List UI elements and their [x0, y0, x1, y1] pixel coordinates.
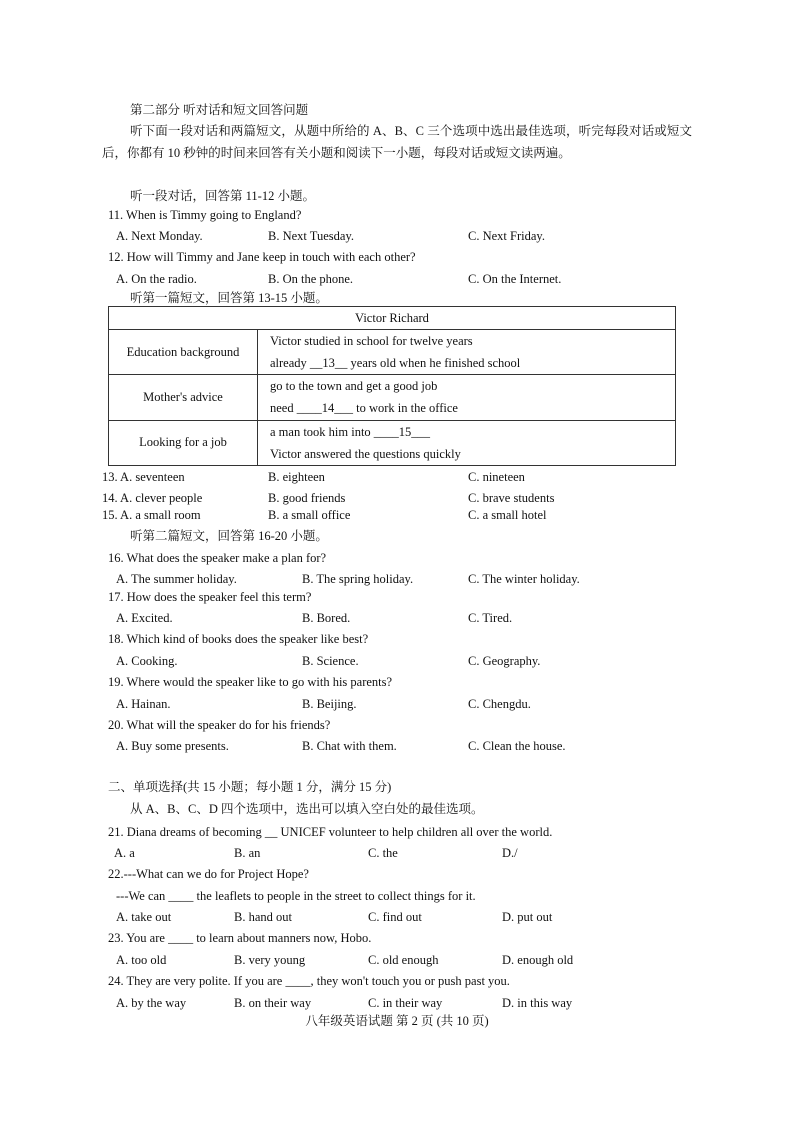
- part2-heading: 第二部分 听对话和短文回答问题: [130, 103, 309, 117]
- table-title: Victor Richard: [109, 307, 676, 330]
- q12-option-b[interactable]: B. On the phone.: [268, 272, 354, 286]
- q20-stem: 20. What will the speaker do for his friends?: [108, 718, 331, 732]
- q15-option-b[interactable]: B. a small office: [268, 508, 351, 522]
- passage1-intro: 听第一篇短文，回答第 13-15 小题。: [130, 291, 328, 305]
- q22-stem: 22.---What can we do for Project Hope?: [108, 867, 309, 881]
- q21-option-b[interactable]: B. an: [234, 846, 261, 860]
- q16-option-c[interactable]: C. The winter holiday.: [468, 572, 580, 586]
- q14-option-a[interactable]: 14. A. clever people: [102, 491, 203, 505]
- q23-option-a[interactable]: A. too old: [116, 953, 167, 967]
- q24-option-c[interactable]: C. in their way: [368, 996, 443, 1010]
- q22-option-c[interactable]: C. find out: [368, 910, 422, 924]
- table-row-label: Looking for a job: [109, 420, 258, 465]
- table-cell-line: Victor studied in school for twelve years: [270, 334, 473, 349]
- q12-stem: 12. How will Timmy and Jane keep in touch with each other?: [108, 250, 416, 264]
- table-cell-line: need ____14___ to work in the office: [270, 401, 458, 416]
- q17-option-c[interactable]: C. Tired.: [468, 611, 513, 625]
- q13-option-b[interactable]: B. eighteen: [268, 470, 325, 484]
- q14-option-c[interactable]: C. brave students: [468, 491, 555, 505]
- table-row-label: Education background: [109, 330, 258, 375]
- page-footer: 八年级英语试题 第 2 页 (共 10 页): [305, 1014, 489, 1028]
- dialog-intro: 听一段对话，回答第 11-12 小题。: [130, 189, 315, 203]
- q24-option-b[interactable]: B. on their way: [234, 996, 312, 1010]
- q11-option-b[interactable]: B. Next Tuesday.: [268, 229, 355, 243]
- q22-stem-line2: ---We can ____ the leaflets to people in the street to collect things for it.: [116, 889, 476, 903]
- q16-option-a[interactable]: A. The summer holiday.: [116, 572, 237, 586]
- q17-option-b[interactable]: B. Bored.: [302, 611, 351, 625]
- q24-option-a[interactable]: A. by the way: [116, 996, 187, 1010]
- q15-option-a[interactable]: 15. A. a small room: [102, 508, 201, 522]
- q23-option-d[interactable]: D. enough old: [502, 953, 574, 967]
- q16-stem: 16. What does the speaker make a plan for?: [108, 551, 327, 565]
- q21-stem: 21. Diana dreams of becoming __ UNICEF volunteer to help children all over the world.: [108, 825, 553, 839]
- q11-option-a[interactable]: A. Next Monday.: [116, 229, 203, 243]
- victor-richard-table: [108, 306, 676, 466]
- passage2-intro: 听第二篇短文，回答第 16-20 小题。: [130, 529, 328, 543]
- table-cell-line: go to the town and get a good job: [270, 379, 438, 394]
- q20-option-a[interactable]: A. Buy some presents.: [116, 739, 229, 753]
- q23-option-b[interactable]: B. very young: [234, 953, 306, 967]
- q14-option-b[interactable]: B. good friends: [268, 491, 346, 505]
- q22-option-a[interactable]: A. take out: [116, 910, 172, 924]
- q20-option-c[interactable]: C. Clean the house.: [468, 739, 566, 753]
- q23-option-c[interactable]: C. old enough: [368, 953, 439, 967]
- table-row-content: [258, 375, 676, 420]
- q24-stem: 24. They are very polite. If you are ____, they won't touch you or push past you.: [108, 974, 510, 988]
- part2-instruction: 听下面一段对话和两篇短文，从题中所给的 A、B、C 三个选项中选出最佳选项，听完每段对话或短文后，你都有 10 秒钟的时间来回答有关小题和阅读下一小题，每段对话或短文读两遍。: [102, 124, 692, 160]
- table-row-label: Mother's advice: [109, 375, 258, 420]
- q15-option-c[interactable]: C. a small hotel: [468, 508, 547, 522]
- q24-option-d[interactable]: D. in this way: [502, 996, 573, 1010]
- q18-option-c[interactable]: C. Geography.: [468, 654, 541, 668]
- q17-option-a[interactable]: A. Excited.: [116, 611, 173, 625]
- q13-option-a[interactable]: 13. A. seventeen: [102, 470, 185, 484]
- table-row-content: [258, 420, 676, 465]
- q19-option-c[interactable]: C. Chengdu.: [468, 697, 531, 711]
- q13-option-c[interactable]: C. nineteen: [468, 470, 525, 484]
- q11-stem: 11. When is Timmy going to England?: [108, 208, 302, 222]
- table-cell-line: Victor answered the questions quickly: [270, 446, 461, 461]
- q17-stem: 17. How does the speaker feel this term?: [108, 590, 312, 604]
- q22-option-d[interactable]: D. put out: [502, 910, 553, 924]
- q16-option-b[interactable]: B. The spring holiday.: [302, 572, 414, 586]
- q21-option-c[interactable]: C. the: [368, 846, 398, 860]
- q23-stem: 23. You are ____ to learn about manners now, Hobo.: [108, 931, 372, 945]
- q21-option-d[interactable]: D./: [502, 846, 518, 860]
- q18-option-b[interactable]: B. Science.: [302, 654, 359, 668]
- q19-option-a[interactable]: A. Hainan.: [116, 697, 171, 711]
- table-row-content: [258, 330, 676, 375]
- q20-option-b[interactable]: B. Chat with them.: [302, 739, 397, 753]
- q18-stem: 18. Which kind of books does the speaker like best?: [108, 632, 369, 646]
- table-cell-line: already __13__ years old when he finished school: [270, 356, 521, 371]
- q21-option-a[interactable]: A. a: [114, 846, 135, 860]
- table-cell-line: a man took him into ____15___: [270, 424, 431, 439]
- q11-option-c[interactable]: C. Next Friday.: [468, 229, 545, 243]
- q19-option-b[interactable]: B. Beijing.: [302, 697, 357, 711]
- q19-stem: 19. Where would the speaker like to go with his parents?: [108, 675, 393, 689]
- q12-option-c[interactable]: C. On the Internet.: [468, 272, 562, 286]
- section2-instruction: 从 A、B、C、D 四个选项中，选出可以填入空白处的最佳选项。: [130, 802, 484, 816]
- q12-option-a[interactable]: A. On the radio.: [116, 272, 197, 286]
- section2-heading: 二、单项选择(共 15 小题；每小题 1 分，满分 15 分): [108, 780, 392, 794]
- q18-option-a[interactable]: A. Cooking.: [116, 654, 178, 668]
- q22-option-b[interactable]: B. hand out: [234, 910, 292, 924]
